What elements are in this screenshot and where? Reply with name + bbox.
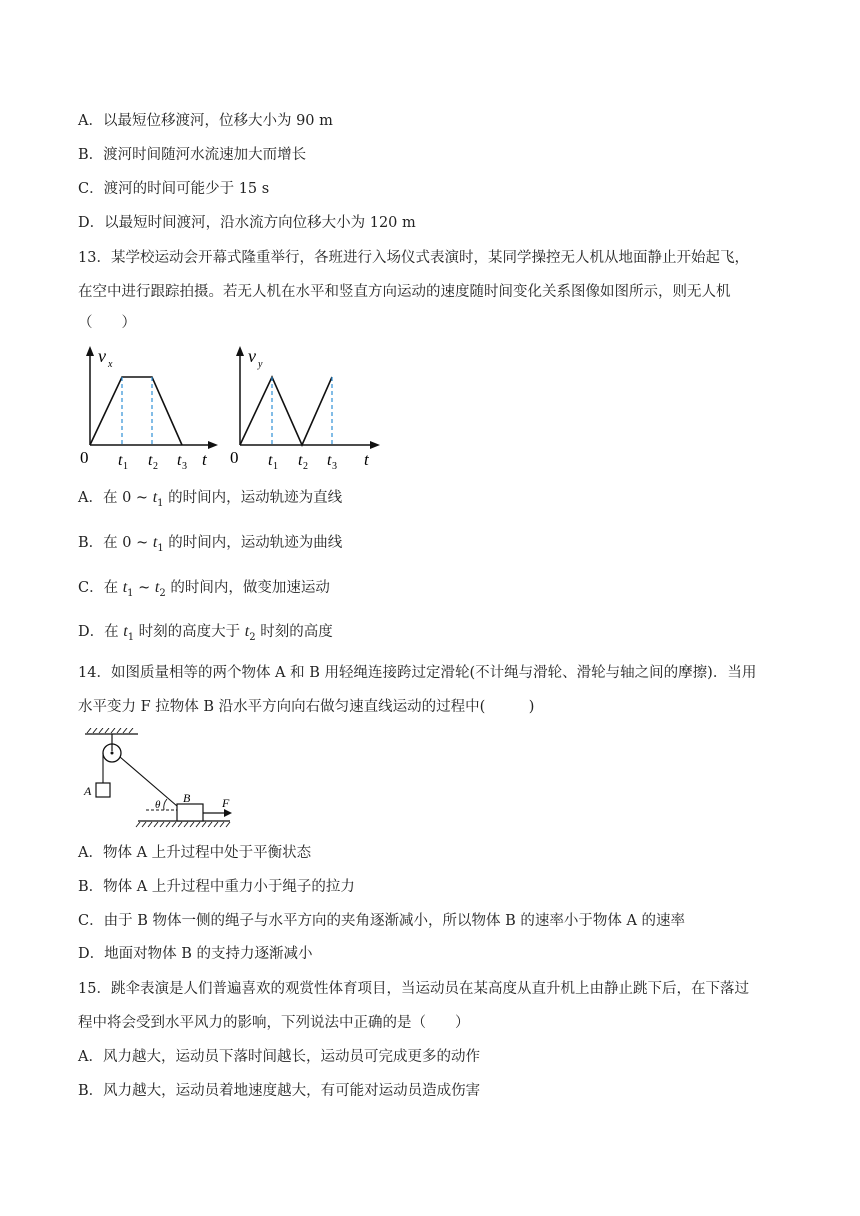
- svg-text:3: 3: [182, 461, 187, 472]
- vy-origin-label: 0: [230, 448, 239, 467]
- label-b: B: [183, 791, 191, 805]
- block-a: [96, 783, 110, 797]
- q14-option-a: A．物体 A 上升过程中处于平衡状态: [78, 845, 312, 861]
- label-theta: θ: [155, 799, 161, 811]
- svg-text:t: t: [148, 452, 153, 469]
- vx-origin-label: 0: [80, 448, 89, 467]
- q13-option-c: C．在 $t_1$ ~ $t_2$ 的时间内，做变加速运动: [78, 579, 330, 599]
- svg-text:1: 1: [123, 461, 128, 472]
- q12-option-d: D．以最短时间渡河，沿水流方向位移大小为 120 m: [78, 215, 416, 231]
- q14-option-b: B．物体 A 上升过程中重力小于绳子的拉力: [78, 879, 355, 895]
- q14-pulley-figure: [80, 728, 240, 833]
- q14-option-d: D．地面对物体 B 的支持力逐渐减小: [78, 946, 313, 962]
- q13-stem-line3: （ ）: [78, 315, 136, 331]
- block-b: [177, 804, 203, 821]
- svg-text:1: 1: [273, 461, 278, 472]
- svg-text:t: t: [327, 452, 332, 469]
- vx-t-axis-label: t: [202, 450, 207, 469]
- svg-text:t: t: [118, 452, 123, 469]
- svg-text:t: t: [268, 452, 273, 469]
- q13-option-a: A．在 0 ~ $t_1$ 的时间内，运动轨迹为直线: [78, 489, 343, 509]
- svg-text:3: 3: [332, 461, 337, 472]
- q13-stem-line2: 在空中进行跟踪拍摄。若无人机在水平和竖直方向运动的速度随时间变化关系图像如图所示，则无人机: [78, 284, 731, 300]
- q13-stem-line1: 13．某学校运动会开幕式隆重举行，各班进行入场仪式表演时，某同学操控无人机从地面静止开始起飞，: [78, 250, 749, 266]
- vx-axis-label: v: [98, 346, 106, 366]
- q13-option-d: D．在 $t_1$ 时刻的高度大于 $t_2$ 时刻的高度: [78, 623, 333, 643]
- svg-text:2: 2: [153, 461, 158, 472]
- vy-axis-label: v: [248, 346, 256, 366]
- q12-option-a: A．以最短位移渡河，位移大小为 90 m: [78, 113, 333, 129]
- q12-option-b: B．渡河时间随河水流速加大而增长: [78, 147, 307, 163]
- q12-option-c: C．渡河的时间可能少于 15 s: [78, 181, 270, 197]
- q15-option-a: A．风力越大，运动员下落时间越长，运动员可完成更多的动作: [78, 1049, 480, 1065]
- vy-t-axis-label: t: [364, 450, 369, 469]
- q15-stem-line1: 15．跳伞表演是人们普遍喜欢的观赏性体育项目，当运动员在某高度从直升机上由静止跳下后，在下落过: [78, 981, 749, 997]
- svg-text:t: t: [298, 452, 303, 469]
- vy-axis-sub: y: [258, 359, 263, 370]
- label-f: F: [222, 796, 230, 810]
- q13-graph-vx: [76, 340, 226, 475]
- q15-stem-line2: 程中将会受到水平风力的影响，下列说法中正确的是（ ）: [78, 1015, 470, 1031]
- q13-graph-vy: [226, 340, 386, 475]
- q14-stem-line1: 14．如图质量相等的两个物体 A 和 B 用轻绳连接跨过定滑轮(不计绳与滑轮、滑轮与轴之间的摩擦)．当用: [78, 665, 757, 681]
- q13-option-b: B．在 0 ~ $t_1$ 的时间内，运动轨迹为曲线: [78, 534, 343, 554]
- q14-option-c: C．由于 B 物体一侧的绳子与水平方向的夹角逐渐减小，所以物体 B 的速率小于物体 A 的速率: [78, 913, 686, 929]
- svg-text:2: 2: [303, 461, 308, 472]
- label-a: A: [84, 784, 92, 798]
- vx-axis-sub: x: [108, 359, 113, 370]
- q15-option-b: B．风力越大，运动员着地速度越大，有可能对运动员造成伤害: [78, 1083, 481, 1099]
- svg-text:t: t: [177, 452, 182, 469]
- q14-stem-line2: 水平变力 F 拉物体 B 沿水平方向向右做匀速直线运动的过程中( ): [78, 699, 535, 715]
